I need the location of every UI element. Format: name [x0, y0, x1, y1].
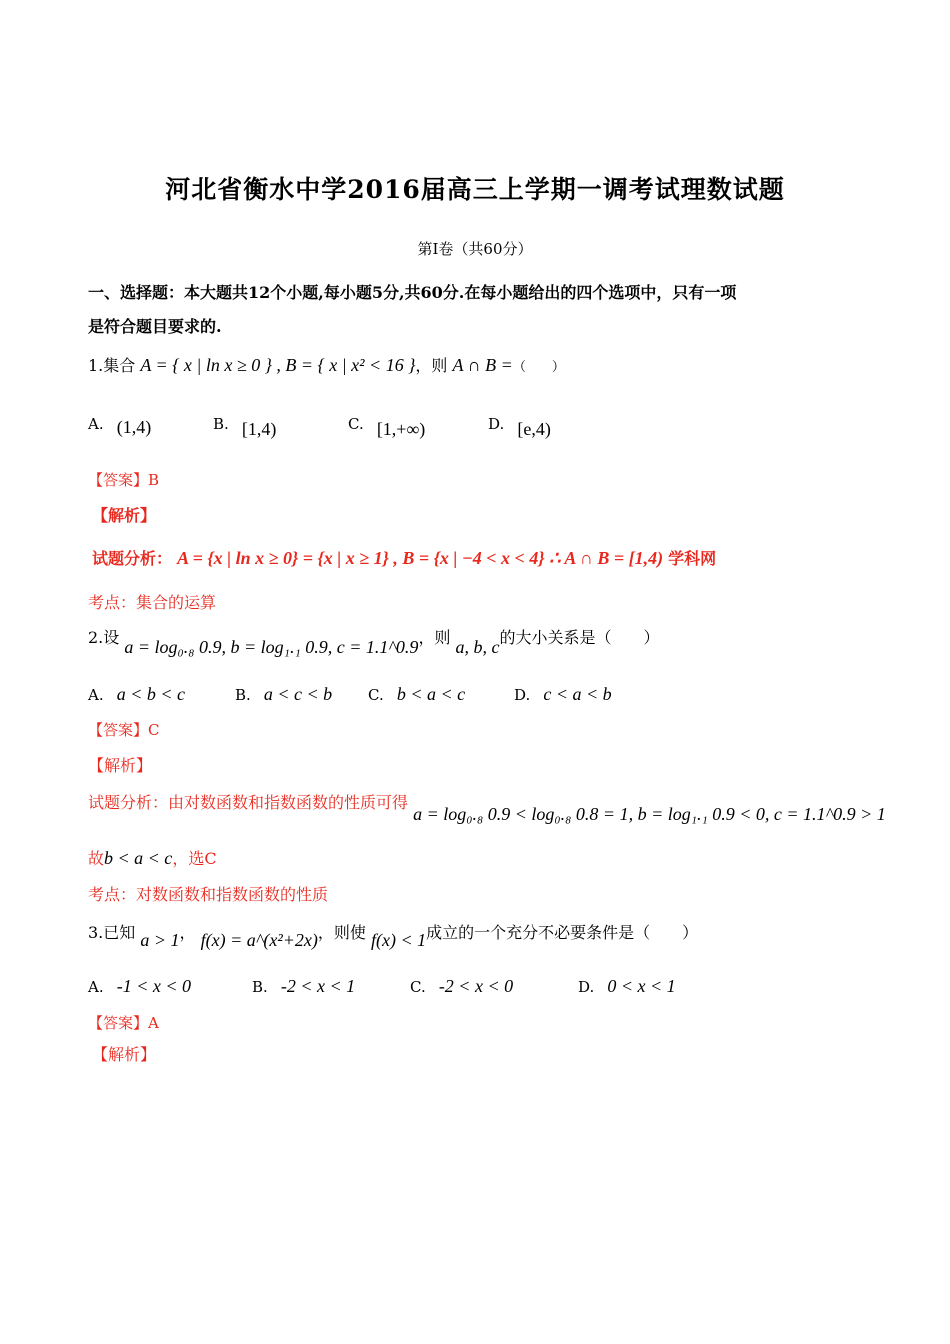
q3-cond2: f(x) = a^(x²+2x) [200, 930, 318, 950]
q3-cond3: f(x) < 1 [370, 930, 427, 950]
q3-option-d[interactable] [578, 976, 676, 997]
q2-stem-math: a = log₀.₈ 0.9, b = log₁.₁ 0.9, c = 1.1^0.9 [124, 637, 419, 657]
q2-analysis-math: a = log₀.₈ 0.9 < log₀.₈ 0.8 = 1, b = log₁.₁ 0.9 < 0, c = 1.1^0.9 > 1 [413, 804, 886, 824]
q3-option-b[interactable] [252, 976, 355, 997]
q3-option-c-value: -2 < x < 0 [438, 976, 514, 996]
q1-ask-math: A ∩ B = [452, 355, 513, 375]
q2-option-c-value: b < a < c [396, 684, 466, 704]
q3-cond1: a > 1 [140, 930, 180, 950]
q1-answer-value: B [148, 471, 160, 489]
q1-number: 1.集合 [88, 356, 136, 375]
q2-then: ，则 [418, 628, 451, 647]
q1-option-b-label: B. [213, 415, 229, 433]
q2-answer [88, 719, 160, 740]
q2-conclusion-math: b < a < c [104, 848, 173, 868]
q2-option-d[interactable] [514, 684, 612, 705]
q3-option-c[interactable] [410, 976, 513, 997]
q1-then: ，则 [415, 356, 448, 375]
q2-conclusion [88, 846, 217, 869]
q2-ask: 的大小关系是（ ） [499, 628, 660, 647]
q3-analysis-label: 【解析】 [92, 1045, 157, 1064]
q3-option-d-value: 0 < x < 1 [607, 976, 676, 996]
q3-option-a-label: A. [88, 978, 104, 996]
q3-number: 3.已知 [88, 923, 136, 942]
q2-option-a-label: A. [88, 686, 104, 704]
q1-option-c-value: [1,+∞) [376, 419, 426, 439]
q2-option-b-value: a < c < b [263, 684, 333, 704]
q1-analysis [92, 546, 716, 569]
section-instruction-line2: 是符合题目要求的. [88, 317, 222, 336]
page-title: 河北省衡水中学2016届高三上学期一调考试理数试题 [165, 175, 785, 204]
q2-option-c[interactable] [368, 684, 465, 705]
q1-analysis-prefix: 试题分析： [92, 549, 173, 568]
question-1 [88, 353, 565, 376]
q2-analysis-label: 【解析】 [88, 756, 153, 775]
q1-analysis-suffix: 学科网 [668, 549, 717, 568]
q2-number: 2.设 [88, 628, 120, 647]
q2-option-d-label: D. [514, 686, 531, 704]
q1-analysis-label: 【解析】 [92, 506, 157, 525]
q1-option-d-value: [e,4) [517, 419, 551, 439]
q2-analysis [88, 790, 886, 824]
q3-ask: 成立的一个充分不必要条件是（ ） [426, 923, 699, 942]
q2-option-a[interactable] [88, 684, 185, 705]
q1-option-b[interactable] [213, 413, 277, 439]
q1-option-d-label: D. [488, 415, 505, 433]
q1-stem-math: A = { x | ln x ≥ 0 } , B = { x | x² < 16 } [140, 355, 416, 375]
q1-option-b-value: [1,4) [241, 419, 277, 439]
q1-option-c[interactable] [348, 413, 426, 439]
q1-paren: （ ） [512, 360, 565, 375]
section-subtitle: 第Ⅰ卷（共60分） [417, 240, 533, 258]
q2-option-c-label: C. [368, 686, 384, 704]
q3-option-d-label: D. [578, 978, 595, 996]
q3-answer-label: 【答案】 [88, 1014, 149, 1032]
q1-option-a[interactable] [88, 413, 152, 437]
q3-answer [88, 1012, 159, 1033]
q2-analysis-text: 试题分析：由对数函数和指数函数的性质可得 [88, 793, 409, 812]
q3-option-b-value: -2 < x < 1 [280, 976, 356, 996]
q2-conclusion-prefix: 故 [88, 849, 105, 868]
q3-option-a-value: -1 < x < 0 [116, 976, 191, 996]
question-2 [88, 625, 660, 657]
q2-knowledge-point: 考点：对数函数和指数函数的性质 [88, 885, 329, 904]
q2-option-b[interactable] [235, 684, 332, 705]
q1-analysis-math: A = {x | ln x ≥ 0} = {x | x ≥ 1} , B = {x | −4 < x < 4} ∴ A ∩ B = [1,4) [177, 548, 664, 568]
q1-knowledge-point: 考点：集合的运算 [88, 593, 217, 612]
q2-answer-value: C [148, 721, 160, 739]
q1-answer-label: 【答案】 [88, 471, 149, 489]
q3-option-c-label: C. [410, 978, 426, 996]
q2-vars: a, b, c [455, 637, 500, 657]
q3-option-a[interactable] [88, 976, 191, 997]
q3-then: ，则使 [317, 923, 366, 942]
q2-option-a-value: a < b < c [116, 684, 185, 704]
q3-option-b-label: B. [252, 978, 268, 996]
section-instruction-line1: 一、选择题：本大题共12个小题,每小题5分,共60分.在每小题给出的四个选项中，只有一项 [88, 283, 737, 302]
q2-option-d-value: c < a < b [543, 684, 612, 704]
q3-answer-value: A [148, 1014, 159, 1032]
q1-option-a-label: A. [88, 415, 104, 433]
q1-answer [88, 469, 159, 490]
q1-option-c-label: C. [348, 415, 364, 433]
q2-answer-label: 【答案】 [88, 721, 149, 739]
q2-option-b-label: B. [235, 686, 251, 704]
question-3: 3.已知 a > 1， f(x) = a^(x²+2x)，则使 f(x) < 1成立的一个充分不必要条件是（ ） [88, 923, 699, 950]
q2-conclusion-suffix: ，选C [172, 849, 217, 868]
q1-option-a-value: (1,4) [116, 417, 152, 437]
q1-option-d[interactable] [488, 413, 551, 439]
